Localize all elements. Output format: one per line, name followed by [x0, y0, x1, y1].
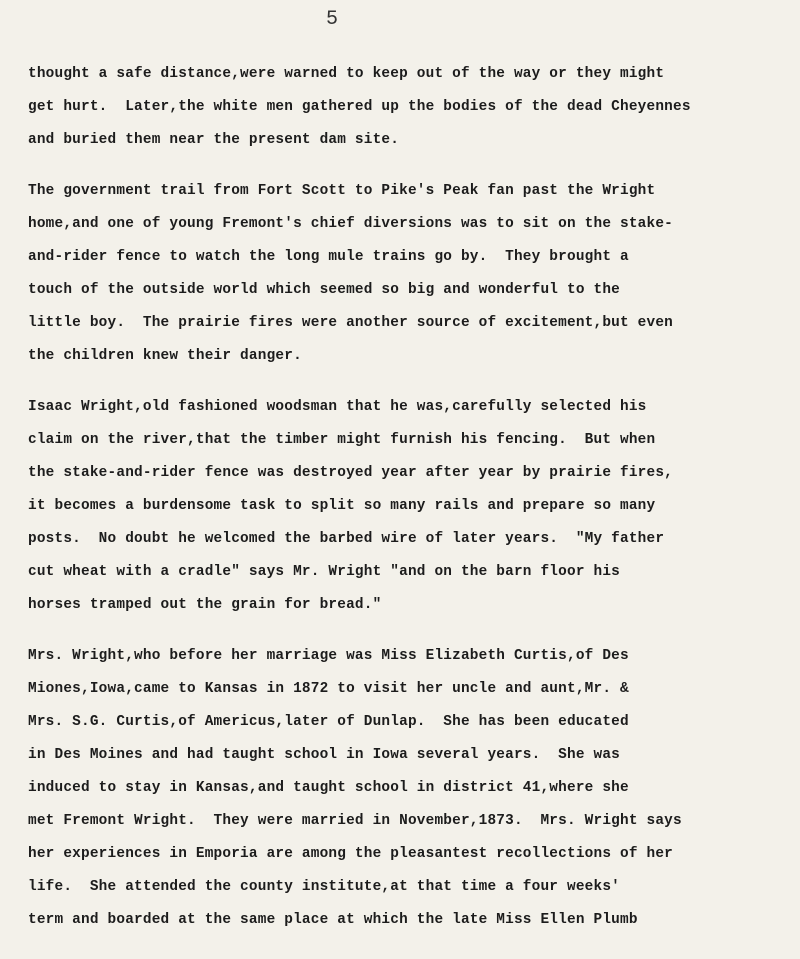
text-line: get hurt. Later,the white men gathered up the bodies of the dead Cheyennes [28, 99, 691, 115]
text-line: The government trail from Fort Scott to Pike's Peak fan past the Wright [28, 183, 656, 199]
text-line: and buried them near the present dam site. [28, 132, 400, 148]
text-line: met Fremont Wright. They were married in November,1873. Mrs. Wright says [28, 813, 682, 829]
text-line: induced to stay in Kansas,and taught school in district 41,where she [28, 780, 629, 796]
text-line: life. She attended the county institute,at that time a four weeks' [28, 879, 620, 895]
text-line: posts. No doubt he welcomed the barbed wire of later years. "My father [28, 531, 665, 547]
paragraph [28, 175, 788, 373]
page-number: 5 [326, 8, 339, 31]
text-line: term and boarded at the same place at which the late Miss Ellen Plumb [28, 912, 638, 928]
text-line: touch of the outside world which seemed so big and wonderful to the [28, 282, 620, 298]
text-line: claim on the river,that the timber might furnish his fencing. But when [28, 432, 656, 448]
text-line: in Des Moines and had taught school in Iowa several years. She was [28, 747, 620, 763]
text-line: Mrs. S.G. Curtis,of Americus,later of Dunlap. She has been educated [28, 714, 629, 730]
document-body [28, 58, 788, 955]
text-line: home,and one of young Fremont's chief diversions was to sit on the stake- [28, 216, 674, 232]
text-line: and-rider fence to watch the long mule trains go by. They brought a [28, 249, 629, 265]
paragraph [28, 391, 788, 622]
text-line: horses tramped out the grain for bread." [28, 597, 382, 613]
text-line: her experiences in Emporia are among the pleasantest recollections of her [28, 846, 674, 862]
text-line: the stake-and-rider fence was destroyed year after year by prairie fires, [28, 465, 674, 481]
paragraph [28, 58, 788, 157]
text-line: cut wheat with a cradle" says Mr. Wright "and on the barn floor his [28, 564, 620, 580]
text-line: Mrs. Wright,who before her marriage was Miss Elizabeth Curtis,of Des [28, 648, 629, 664]
text-line: Miones,Iowa,came to Kansas in 1872 to visit her uncle and aunt,Mr. & [28, 681, 629, 697]
text-line: it becomes a burdensome task to split so many rails and prepare so many [28, 498, 656, 514]
text-line: thought a safe distance,were warned to keep out of the way or they might [28, 66, 665, 82]
text-line: Isaac Wright,old fashioned woodsman that he was,carefully selected his [28, 399, 647, 415]
text-line: little boy. The prairie fires were another source of excitement,but even [28, 315, 674, 331]
text-line: the children knew their danger. [28, 348, 302, 364]
paragraph [28, 640, 788, 937]
